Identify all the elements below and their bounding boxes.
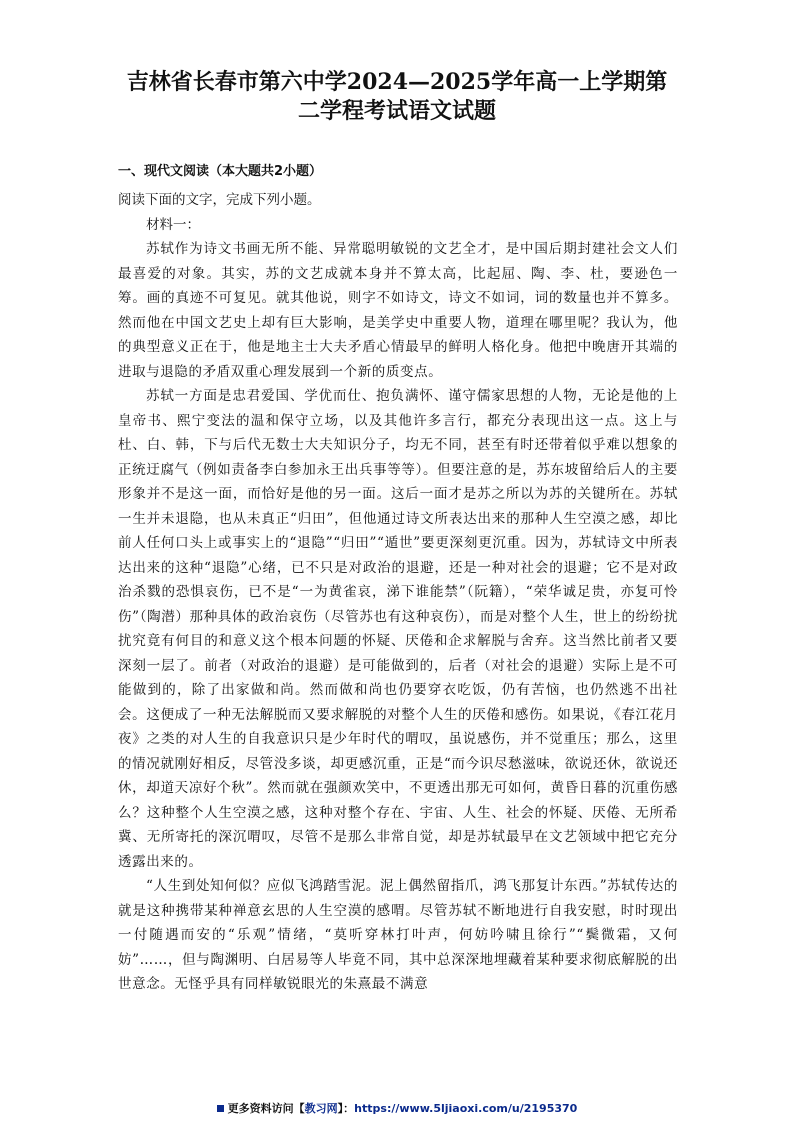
paragraph: 苏轼一方面是忠君爱国、学优而仕、抱负满怀、谨守儒家思想的人物，无论是他的上皇帝书、熙宁变法的温和保守立场，以及其他许多言行，都充分表现出这一点。这上与杜、白、韩，下与后代无数士大夫知识分子，均无不同，甚至有时还带着似乎难以想象的正统迂腐气（例如责备李白参加永王出兵事等等）。但要注意的是，苏东坡留给后人的主要形象并不是这一面，而恰好是他的另一面。这后一面才是苏之所以为苏的关键所在。苏轼一生并未退隐，也从未真正“归田”，但他通过诗文所表达出来的那种人生空漠之感，却比前人任何口头上或事实上的“退隐”“归田”“遁世”要更深刻更沉重。因为，苏轼诗文中所表达出来的这种“退隐”心绪，已不只是对政治的退避，还是一种对社会的退避；它不是对政治杀戮的恐惧哀伤，已不是“一为黄雀哀，涕下谁能禁”（阮籍），“荣华诚足贵，亦复可怜伤”（陶潜）那种具体的政治哀伤（尽管苏也有这种哀伤），而是对整个人生，世上的纷纷扰扰究竟有何目的和意义这个根本问题的怀疑、厌倦和企求解脱与舍弃。这当然比前者又要深刻一层了。前者（对政治的退避）是可能做到的，后者（对社会的退避）实际上是不可能做到的，除了出家做和尚。然而做和尚也仍要穿衣吃饭，仍有苦恼，也仍然逃不出社会。这便成了一种无法解脱而又要求解脱的对整个人生的厌倦和感伤。如果说，《春江花月夜》之类的对人生的自我意识只是少年时代的喟叹，虽说感伤，并不觉重压；那么，这里的情况就刚好相反，尽管没多谈，却更感沉重，正是“而今识尽愁滋味，欲说还休，欲说还休，却道天凉好个秋”。然而就在强颜欢笑中，不更透出那无可如何，黄昏日暮的沉重伤感么？这种整个人生空漠之感，这种对整个存在、宇宙、人生、社会的怀疑、厌倦、无所希冀、无所寄托的深沉喟叹，尽管不是那么非常自觉，却是苏轼最早在文艺领域中把它充分透露出来的。	[118, 388, 678, 870]
footer-middle: 】：	[337, 1102, 355, 1115]
document-title: 吉林省长春市第六中学2024—2025学年高一上学期第二学程考试语文试题	[126, 69, 668, 124]
footer	[0, 1100, 794, 1116]
footer-site-name: 教习网	[304, 1102, 338, 1115]
footer-link[interactable]: https://www.5ljiaoxi.com/u/2195370	[354, 1102, 578, 1115]
flag-icon	[217, 1105, 224, 1112]
material-label: 材料一：	[146, 217, 200, 233]
section-heading: 一、现代文阅读（本大题共2小题）	[118, 164, 323, 179]
paragraph: “人生到处知何似？应似飞鸿踏雪泥。泥上偶然留指爪，鸿飞那复计东西。”苏轼传达的就是这种携带某种禅意玄思的人生空漠的感喟。尽管苏轼不断地进行自我安慰，时时现出一付随遇而安的“乐观”情绪，“莫听穿林打叶声，何妨吟啸且徐行”“鬓微霜，又何妨”……，但与陶渊明、白居易等人毕竟不同，其中总深深地埋藏着某种要求彻底解脱的出世意念。无怪乎具有同样敏锐眼光的朱熹最不满意	[118, 878, 678, 992]
paragraph: 苏轼作为诗文书画无所不能、异常聪明敏锐的文艺全才，是中国后期封建社会文人们最喜爱的对象。其实，苏的文艺成就本身并不算太高，比起屈、陶、李、杜，要逊色一筹。画的真迹不可复见。就其他说，则字不如诗文，诗文不如词，词的数量也并不算多。然而他在中国文艺史上却有巨大影响，是美学史中重要人物，道理在哪里呢？我认为，他的典型意义正在于，他是地主士大夫矛盾心情最早的鲜明人格化身。他把中晚唐开其端的进取与退隐的矛盾双重心理发展到一个新的质变点。	[118, 241, 678, 380]
reading-instruction: 阅读下面的文字，完成下列小题。	[118, 192, 321, 208]
footer-prefix: 更多资料访问【	[227, 1102, 305, 1115]
material-body	[118, 237, 678, 997]
